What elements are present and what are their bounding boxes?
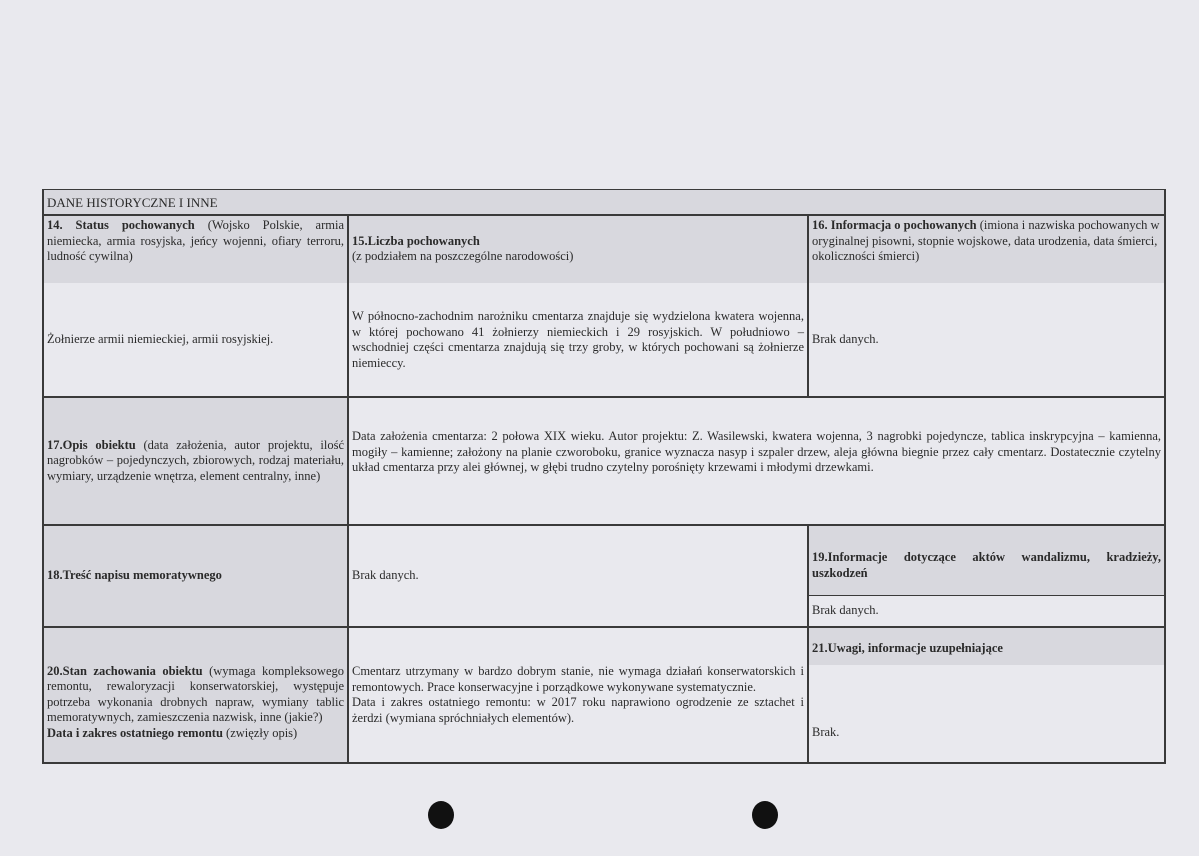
field-15-header (348, 215, 808, 283)
field-15-hint: (z podziałem na poszczególne narodowości) (352, 249, 574, 263)
field-20-label2: Data i zakres ostatniego remontu (47, 725, 223, 740)
field-14-value: Żołnierze armii niemieckiej, armii rosyjskiej. (47, 332, 274, 347)
field-20-label: 20.Stan zachowania obiektu (47, 663, 203, 678)
section-title-text: DANE HISTORYCZNE I INNE (47, 194, 218, 210)
field-16-header (808, 215, 1165, 283)
field-20-header (43, 627, 348, 763)
border (43, 214, 1165, 216)
punch-hole (428, 801, 454, 829)
field-17-hint: (data założenia, autor projektu, ilość nagrobków – pojedynczych, zbiorowych, rodzaj materiału, wymiary, urządzenie wnętrza, element centralny, inne) (47, 437, 344, 483)
field-16-value: Brak danych. (812, 332, 879, 347)
punch-hole (752, 801, 778, 829)
field-17-value: Data założenia cmentarza: 2 połowa XIX wieku. Autor projektu: Z. Wasilewski, kwatera wojenna, 3 nagrobki pojedyncze, tablica inskrypcyjna – kamienna, mogiły – kamienne; założony na planie czworoboku, granice wyznacza nasyp i szpaler drzew, aleja główna biegnie przez cały cmentarz. Dostatecznie czytelny układ cmentarza przy alei głównej, w głębi trudno czytelny porośnięty krzewami i młodymi drzewkami. (352, 429, 1161, 474)
field-20-hint2: (zwięzły opis) (222, 725, 298, 740)
field-19-value: Brak danych. (812, 603, 879, 618)
border (347, 215, 349, 763)
field-15-value: W północno-zachodnim narożniku cmentarza znajduje się wydzielona kwatera wojenna, w której pochowano 41 żołnierzy niemieckich i 29 rosyjskich. W południowo – wschodniej części cmentarza znajdują się trzy groby, w których pochowani są żołnierze niemieccy. (352, 309, 804, 370)
border (43, 396, 1165, 398)
field-14-label: 14. Status pochowanych (47, 218, 195, 232)
border (43, 626, 1165, 628)
border (1164, 189, 1166, 764)
field-20-value-2: Data i zakres ostatniego remontu: w 2017 roku naprawiono ogrodzenie ze sztachet i żerdzi (wymiana spróchniałych elementów). (352, 695, 804, 725)
field-21-header (808, 627, 1165, 665)
field-20-value-1: Cmentarz utrzymany w bardzo dobrym stanie, nie wymaga działań konserwatorskich i remontowych. Prace konserwacyjne i porządkowe wykonywane systematycznie. (352, 664, 804, 694)
field-20-value (348, 627, 808, 763)
field-21-label: 21.Uwagi, informacje uzupełniające (812, 641, 1003, 655)
field-18-header (43, 525, 348, 627)
field-15-label: 15.Liczba pochowanych (352, 233, 480, 248)
border (43, 762, 1165, 764)
field-14-header (43, 215, 348, 283)
field-18-label: 18.Treść napisu memoratywnego (47, 568, 222, 583)
border (807, 525, 809, 763)
border (43, 189, 1165, 190)
field-16-hint: (imiona i nazwiska pochowanych w oryginalnej pisowni, stopnie wojskowe, data urodzenia, data śmierci, okoliczności śmierci) (812, 218, 1160, 263)
field-20-hint: (wymaga kompleksowego remontu, rewaloryzacji konserwatorskiej, występuje potrzeba wykonania drobnych napraw, wymiany tablic memoratywnych, zamieszczenia nazwisk, inne (jakie?) (47, 663, 344, 725)
field-18-value: Brak danych. (352, 568, 419, 583)
border (43, 524, 1165, 526)
field-19-header (808, 525, 1165, 595)
border (808, 595, 1165, 596)
field-16-label: 16. Informacja o pochowanych (812, 218, 977, 232)
section-title (43, 190, 1165, 215)
field-17-label: 17.Opis obiektu (47, 437, 136, 452)
border (42, 189, 44, 764)
field-17-header (43, 397, 348, 525)
field-21-value: Brak. (812, 724, 840, 739)
border (807, 215, 809, 397)
field-14-hint: (Wojsko Polskie, armia niemiecka, armia rosyjska, jeńcy wojenni, ofiary terroru, ludność cywilna) (47, 218, 344, 263)
field-19-label: 19.Informacje dotyczące aktów wandalizmu, kradzieży, uszkodzeń (812, 550, 1161, 580)
